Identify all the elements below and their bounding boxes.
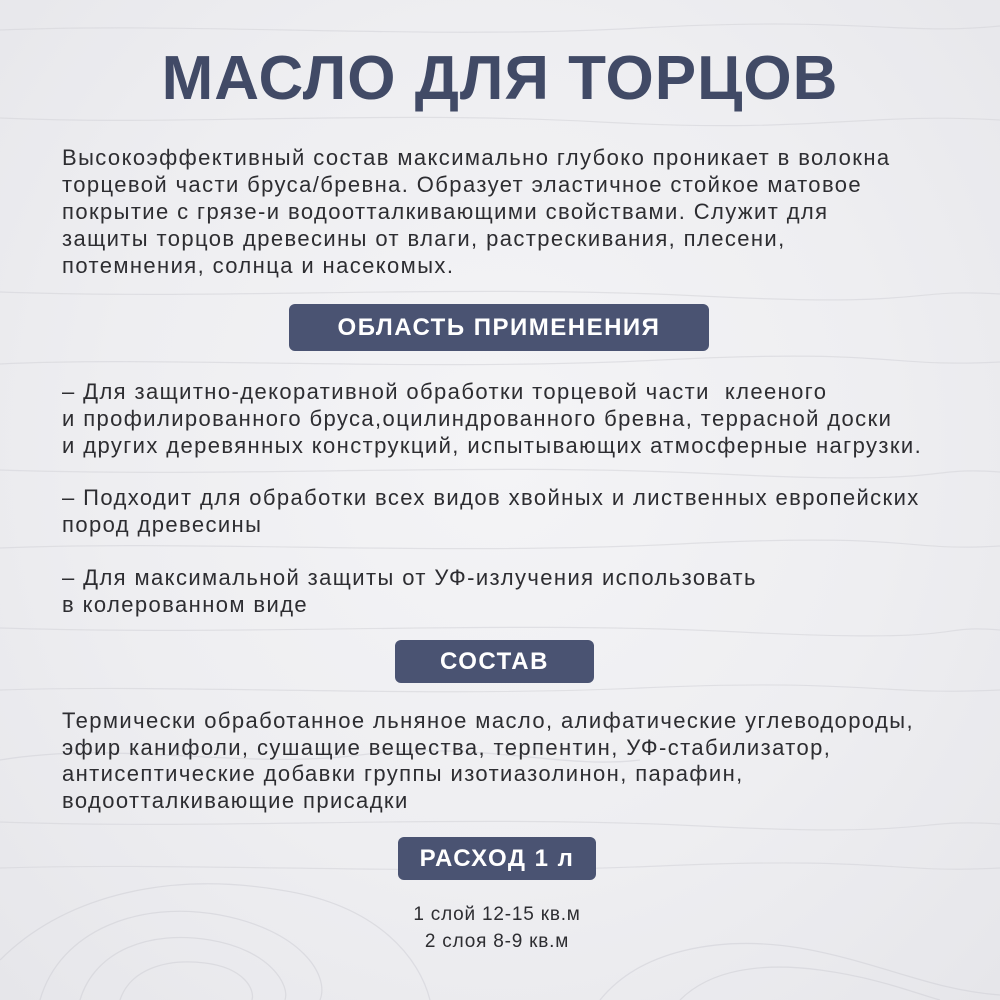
section-heading-consumption: РАСХОД 1 л xyxy=(419,844,575,872)
application-item-line: в колерованном виде xyxy=(62,592,309,617)
application-item-line: – Для максимальной защиты от УФ-излучения использовать xyxy=(62,565,757,590)
description-line: Высокоэффективный состав максимально глубоко проникает в волокна xyxy=(62,145,891,170)
description-line: торцевой части бруса/бревна. Образует эластичное стойкое матовое xyxy=(62,172,863,197)
composition-line: эфир канифоли, сушащие вещества, терпентин, УФ-стабилизатор, xyxy=(62,734,832,760)
application-item-line: пород древесины xyxy=(62,512,263,537)
application-item xyxy=(62,564,757,618)
section-heading-application: ОБЛАСТЬ ПРИМЕНЕНИЯ xyxy=(337,313,661,341)
application-item-line: – Подходит для обработки всех видов хвойных и лиственных европейских xyxy=(62,485,920,510)
application-item-line: и других деревянных конструкций, испытывающих атмосферные нагрузки. xyxy=(62,433,923,458)
description-line: покрытие с грязе-и водоотталкивающими свойствами. Служит для xyxy=(62,199,829,224)
consumption-line: 2 слоя 8-9 кв.м xyxy=(424,931,570,952)
section-badge-composition xyxy=(395,640,594,683)
section-badge-consumption xyxy=(398,837,596,880)
composition-text xyxy=(62,708,914,814)
consumption-line: 1 слой 12-15 кв.м xyxy=(413,904,581,925)
composition-line: антисептические добавки группы изотиазолинон, парафин, xyxy=(62,761,744,786)
application-item-line: – Для защитно-декоративной обработки торцевой части клееного xyxy=(62,379,828,404)
description-line: потемнения, солнца и насекомых. xyxy=(62,253,455,278)
composition-line: водоотталкивающие присадки xyxy=(62,787,409,813)
description-line: защиты торцов древесины от влаги, растрескивания, плесени, xyxy=(62,226,786,251)
application-item-line: и профилированного бруса,оцилиндрованного бревна, террасной доски xyxy=(62,406,893,431)
page-title: МАСЛО ДЛЯ ТОРЦОВ xyxy=(161,44,839,113)
application-item xyxy=(62,378,922,459)
section-heading-composition: СОСТАВ xyxy=(440,647,549,675)
composition-line: Термически обработанное льняное масло, алифатические углеводороды, xyxy=(62,708,914,733)
section-badge-application xyxy=(289,304,709,351)
application-item xyxy=(62,484,920,538)
product-description xyxy=(62,144,891,279)
consumption-rates xyxy=(0,901,994,955)
